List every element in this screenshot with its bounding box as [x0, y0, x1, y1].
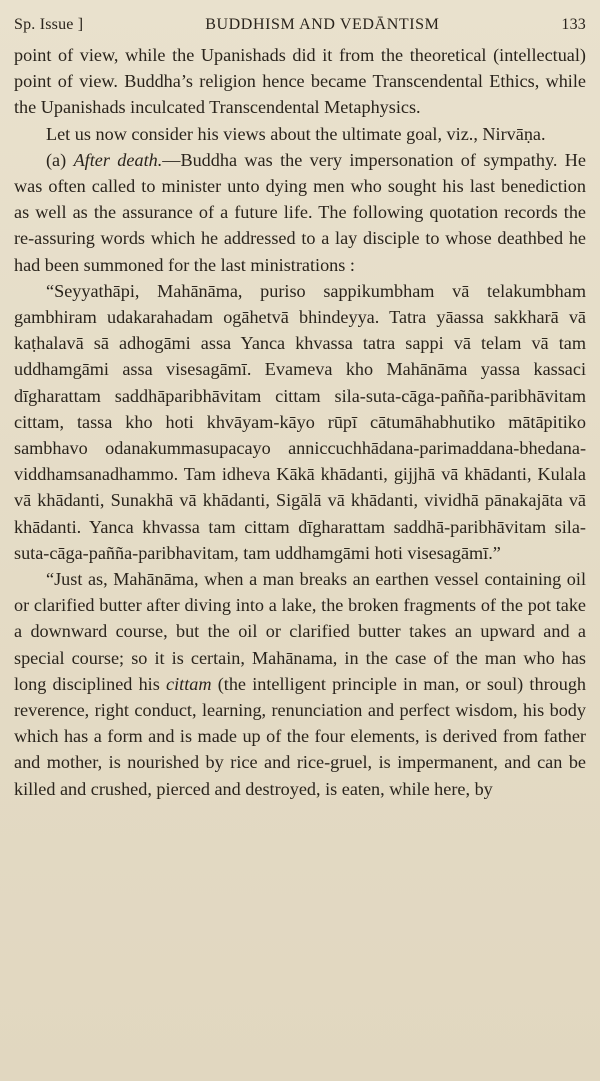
paragraph-after-death — [14, 147, 586, 278]
running-title: BUDDHISM AND VEDĀNTISM — [205, 16, 440, 33]
paragraph-continuation: point of view, while the Upanishads did it from the theoretical (intellectual) point of view. Buddha’s religion hence became Transcendental Ethics, while the Upanishads inculcated Transcendental Metaphysics. — [14, 45, 586, 118]
translation-text-2: (the intelligent principle in man, or soul) through reverence, right conduct, learning, renunciation and perfect wisdom, his body which has a form and is made up of the four elements, is derived from father and mother, is nourished by rice and rice-gruel, is impermanent, and can be killed and crushed, pierced and destroyed, is eaten, while here, by — [14, 673, 587, 799]
translation-text-1: “Just as, Mahānāma, when a man breaks an earthen vessel containing oil or clarified butter after diving into a lake, the broken fragments of the pot take a downward course, but the oil or clarified butter takes an upward and a special course; so it is certain, Mahānama, in the case of the man who has long disciplined his — [14, 569, 586, 694]
page-number: 133 — [561, 16, 586, 33]
section-text: —Buddha was the very impersonation of sympathy. He was often called to minister unto dying men who sought his last benediction as well as the assurance of a future life. The following quotation records the re-assuring words which he addressed to a lay disciple to whose deathbed he had been summoned for the last ministrations : — [14, 149, 586, 275]
issue-label: Sp. Issue ] — [14, 16, 84, 33]
section-label: (a) — [46, 149, 74, 170]
running-header — [14, 16, 586, 34]
english-translation — [14, 566, 586, 802]
pali-quotation: “Seyyathāpi, Mahānāma, puriso sappikumbham vā telakumbham gambhiram udakarahadam ogāhetvā bhindeyya. Tatra yāassa sakkharā vā kaṭhalavā sā adhogāmi assa Yanca khvassa tatra sappi vā telam vā tam uddhamgāmi assa visesagāmī. Evameva kho Mahānāma yassa kassaci dīgharattam saddhāparibhāvitam cittam sila-suta-cāga-pañña-paribhāvitam cittam, tassa kho hoti khvāyam-kāyo rūpī cātumāhabhutiko mātāpitiko sambhavo odanakummasupacayo anniccuchhādana-parimaddana-bhedana-viddhamsanadhammo. Tam idheva Kākā khādanti, gijjhā vā khādanti, Kulala vā khādanti, Sunakhā vā khādanti, Sigālā vā khādanti, vividhā pānakajāta vā khādanti. Yanca khvassa tam cittam dīgharattam saddhā-paribhāvitam sila-suta-cāga-pañña-paribhavitam, tam uddhamgāmi hoti visesagāmī.” — [14, 280, 586, 563]
body-text — [14, 42, 586, 802]
section-heading: After death. — [73, 149, 163, 170]
cittam-term: cittam — [166, 673, 212, 694]
paragraph-nirvana-intro: Let us now consider his views about the ultimate goal, viz., Nirvāṇa. — [46, 123, 546, 144]
